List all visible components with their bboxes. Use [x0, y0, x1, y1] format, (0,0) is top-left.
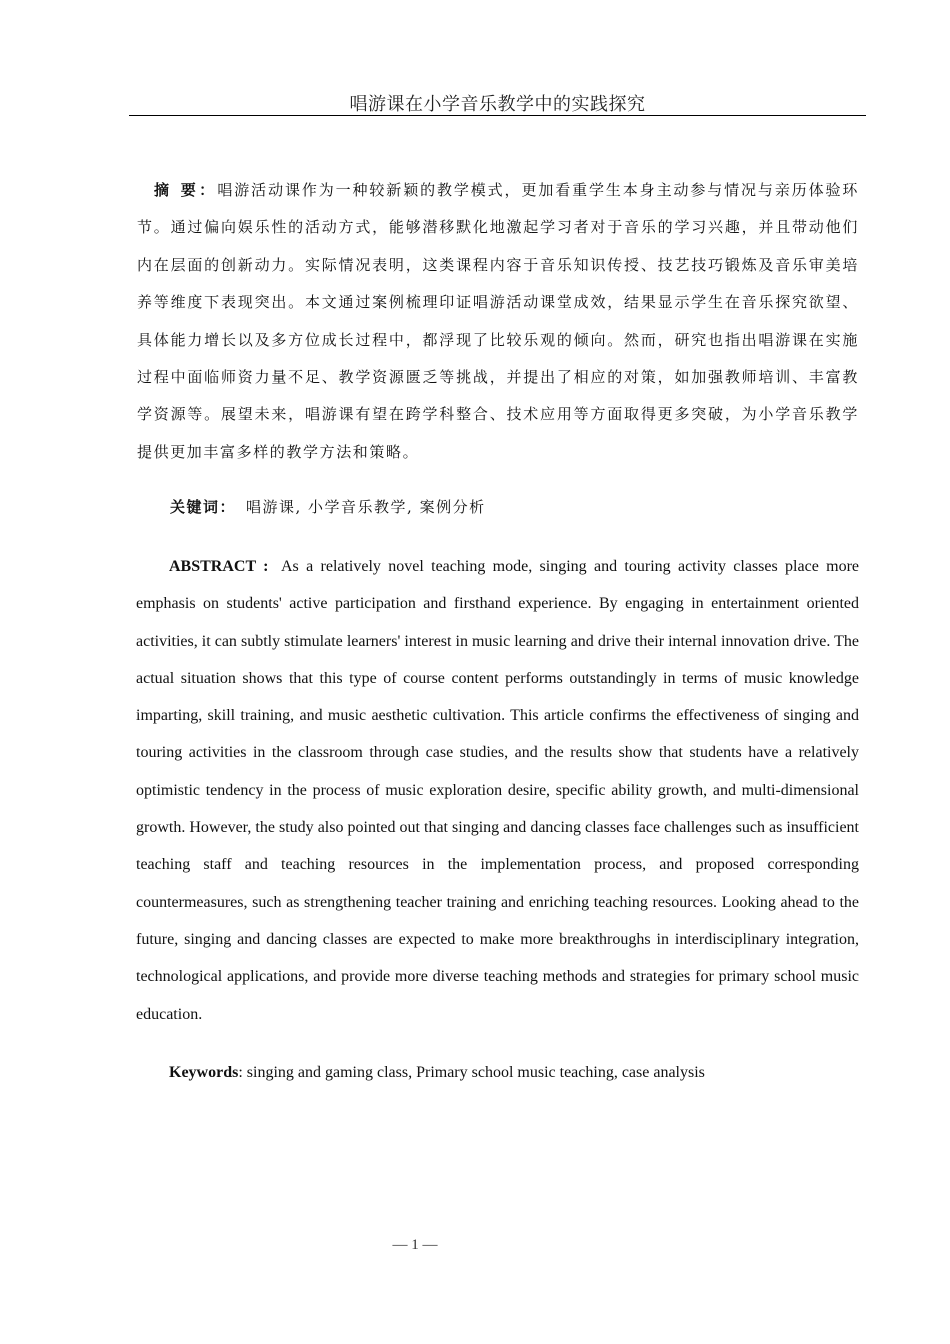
english-abstract: [136, 548, 859, 1033]
chinese-keywords-label: 关键词：: [170, 498, 237, 516]
chinese-abstract-label: 摘 要：: [154, 181, 218, 199]
english-abstract-label: ABSTRACT :: [169, 558, 269, 575]
english-keywords: [169, 1060, 859, 1086]
chinese-abstract-text: 唱游活动课作为一种较新颖的教学模式，更加看重学生本身主动参与情况与亲历体验环节。通过偏向娱乐性的活动方式，能够潜移默化地激起学习者对于音乐的学习兴趣，并且带动他们内在层面的创新动力。实际情况表明，这类课程内容于音乐知识传授、技艺技巧锻炼及音乐审美培养等维度下表现突出。本文通过案例梳理印证唱游活动课堂成效，结果显示学生在音乐探究欲望、具体能力增长以及多方位成长过程中，都浮现了比较乐观的倾向。然而，研究也指出唱游课在实施过程中面临师资力量不足、教学资源匮乏等挑战，并提出了相应的对策，如加强教师培训、丰富教学资源等。展望未来，唱游课有望在跨学科整合、技术应用等方面取得更多突破，为小学音乐教学提供更加丰富多样的教学方法和策略。: [137, 181, 859, 461]
english-keywords-text: : singing and gaming class, Primary school music teaching, case analysis: [238, 1064, 705, 1081]
header-divider: [129, 115, 866, 116]
chinese-keywords: [170, 494, 860, 520]
chinese-abstract: [137, 172, 859, 471]
chinese-keywords-text: 唱游课, 小学音乐教学, 案例分析: [246, 498, 486, 516]
english-keywords-label: Keywords: [169, 1064, 239, 1081]
running-header-title: 唱游课在小学音乐教学中的实践探究: [349, 94, 646, 114]
page-number: — 1 —: [392, 1237, 438, 1253]
english-abstract-text: As a relatively novel teaching mode, singing and touring activity classes place more emphasis on students' active participation and firsthand experience. By engaging in entertainment oriented activities, it can subtly stimulate learners' interest in music learning and drive their internal innovation drive. The actual situation shows that this type of course content performs outstandingly in terms of music knowledge imparting, skill training, and music aesthetic cultivation. This article confirms the effectiveness of singing and touring activities in the classroom through case studies, and the results show that students have a relatively optimistic tendency in the process of music exploration desire, specific ability growth, and multi-dimensional growth. However, the study also pointed out that singing and dancing classes face challenges such as insufficient teaching staff and teaching resources in the implementation process, and proposed corresponding countermeasures, such as strengthening teacher training and enriching teaching resources. Looking ahead to the future, singing and dancing classes are expected to make more breakthroughs in interdisciplinary integration, technological applications, and provide more diverse teaching methods and strategies for primary school music education.: [136, 558, 860, 1023]
